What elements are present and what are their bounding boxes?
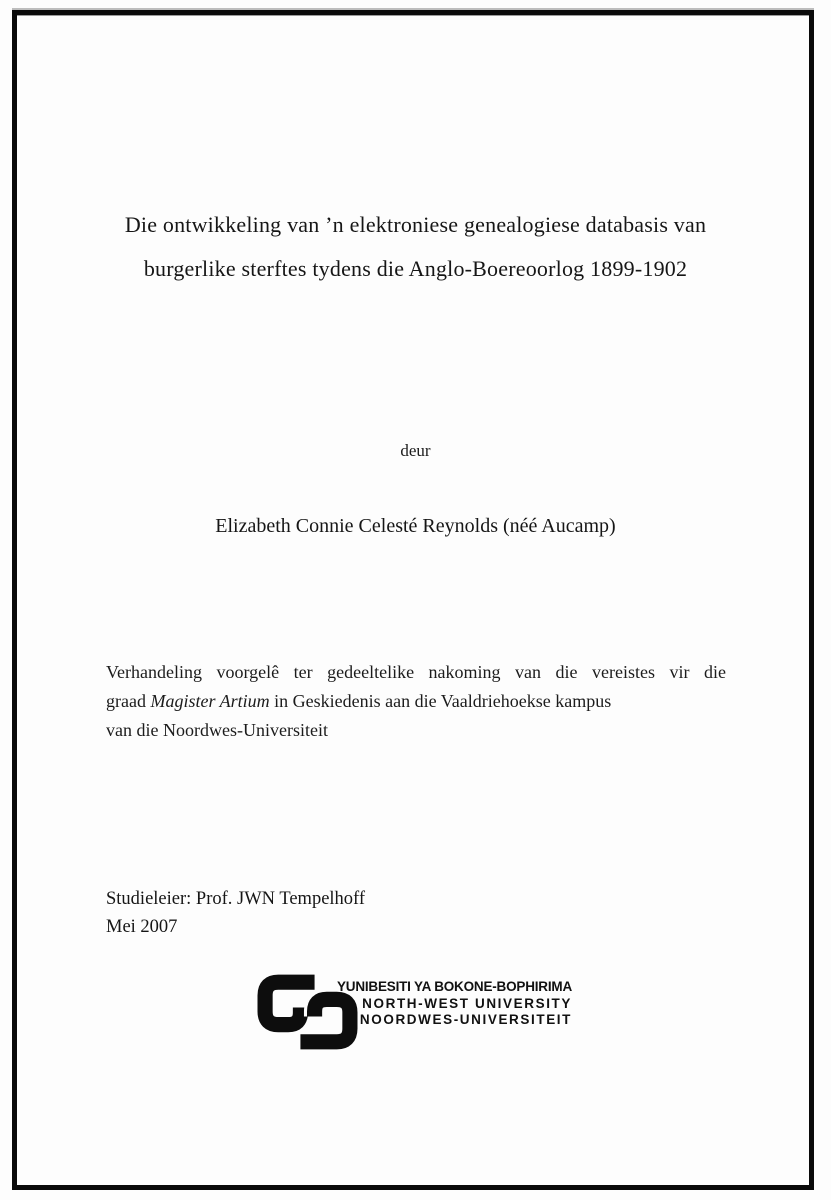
date-line: Mei 2007 xyxy=(106,916,178,937)
university-logo xyxy=(257,974,587,1054)
thesis-statement xyxy=(106,658,726,745)
byline: deur xyxy=(400,441,431,460)
logo-line-afrikaans: NOORDWES-UNIVERSITEIT xyxy=(359,1012,572,1027)
statement-line-2-prefix: graad xyxy=(106,691,151,711)
logo-wordmark xyxy=(318,979,572,1029)
thesis-title xyxy=(0,203,831,291)
degree-name: Magister Artium xyxy=(150,691,270,711)
logo-line-setswana: YUNIBESITI YA BOKONE-BOPHIRIMA xyxy=(336,979,572,994)
statement-line-3: van die Noordwes-Universiteit xyxy=(106,720,328,740)
title-line-2: burgerlike sterftes tydens die Anglo-Boereoorlog 1899-1902 xyxy=(143,256,688,281)
supervisor-line: Studieleier: Prof. JWN Tempelhoff xyxy=(106,889,366,909)
author-name: Elizabeth Connie Celesté Reynolds (néé Aucamp) xyxy=(215,515,616,537)
statement-line-2 xyxy=(106,687,726,716)
logo-line-english: NORTH-WEST UNIVERSITY xyxy=(362,995,572,1011)
supervisor-block xyxy=(106,886,365,941)
statement-line-2-suffix: in Geskiedenis aan die Vaaldriehoekse kampus xyxy=(269,691,612,711)
statement-line-1: Verhandeling voorgelê ter gedeeltelike nakoming van die vereistes vir die xyxy=(106,662,726,682)
title-line-1: Die ontwikkeling van ’n elektroniese genealogiese databasis van xyxy=(124,212,707,237)
